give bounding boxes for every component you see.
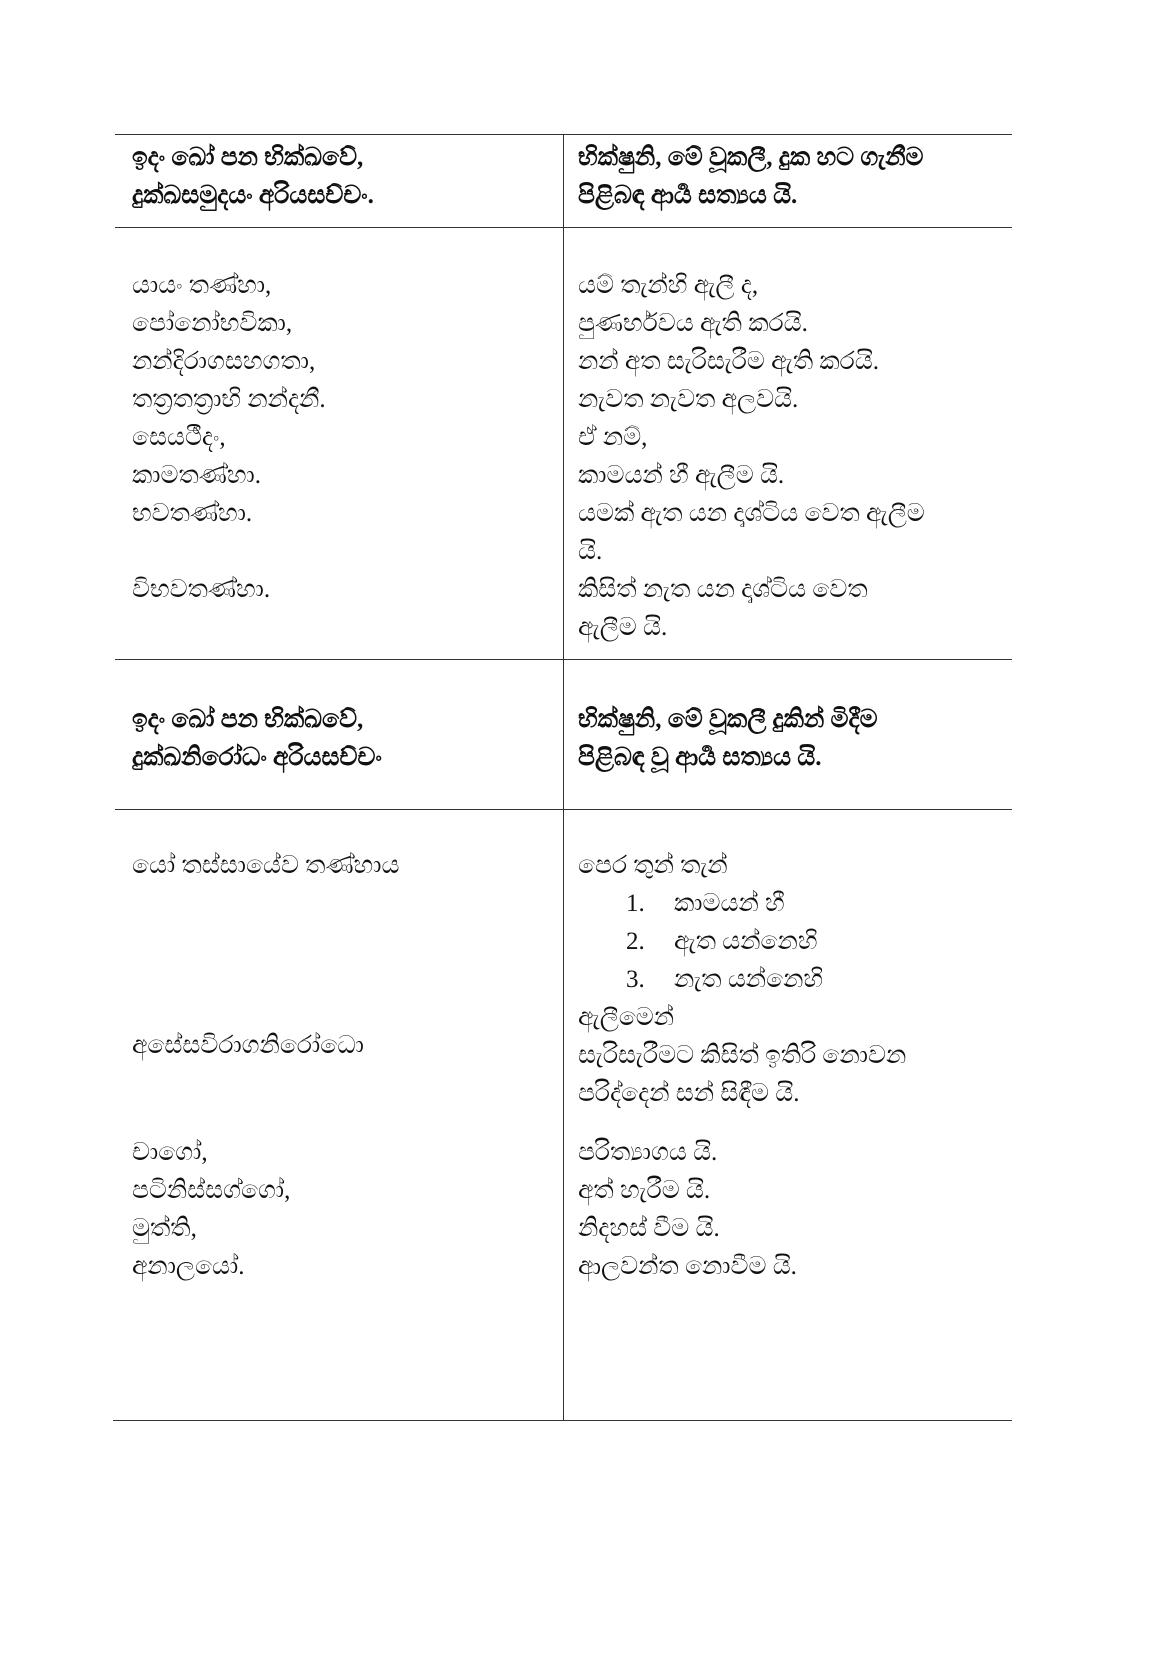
list-item (578, 923, 906, 961)
row4-pali-block-c (132, 1134, 290, 1286)
text-line: භික්ෂුනි, මේ වූකලී දුකින් මිදීම (578, 706, 878, 733)
row4-sinhala-block-c (578, 1134, 797, 1286)
text-line: ඇලීම යි. (578, 614, 668, 641)
text-line: කාමයන් හී ඇලීම යි. (578, 462, 785, 489)
row3-sinhala-heading (578, 701, 878, 777)
text-line: පිළිබඳ වූ ආර්‍ය සත්‍යය යි. (578, 744, 822, 771)
text-line: ඒ නම්, (578, 424, 648, 451)
text-line: නන් අත සැරිසැරීම ඇති කරයි. (578, 348, 880, 375)
text-line: යෝ තස්සායේව තණ්හාය (132, 852, 400, 879)
text-line: දුක්ඛනිරෝධං අරියසච්චං (132, 744, 382, 771)
text-line: විභවතණ්හා. (132, 576, 271, 603)
text-line (132, 533, 326, 571)
row4-sinhala-explanation (578, 847, 906, 1113)
text-line: නැවත නැවත අලවයි. (578, 386, 799, 413)
row2-pali-verse (132, 267, 326, 609)
text-line: කිසිත් නැත යන දෘශ්ටිය වෙත (578, 576, 868, 603)
text-line: අසේසවිරාගනිරෝධො (132, 1032, 364, 1059)
numbered-list (578, 885, 906, 999)
text-line: චාගෝ, (132, 1139, 208, 1166)
text-line: නිදහස් වීම යි. (578, 1215, 720, 1242)
text-line: සැරිසැරීමට කිසිත් ඉතිරි නොවන (578, 1042, 907, 1069)
text-line: පුණර්භවය ඇති කරයි. (578, 310, 808, 337)
row2-sinhala-translation (578, 267, 925, 647)
text-line: භික්ෂුනි, මේ වූකලී, දුක හට ගැනීම (578, 144, 924, 171)
text-line: ඇලීමෙන් (578, 1004, 675, 1031)
text-line: භවතණ්හා. (132, 500, 253, 527)
column-divider (563, 134, 564, 1421)
text-line: පරිත්‍යාගය යි. (578, 1139, 718, 1166)
text-line: ඉදං ඛෝ පන භික්ඛවේ, (132, 144, 364, 171)
text-line: ආලවන්ත නොවීම යි. (578, 1253, 797, 1280)
list-text: නැත යන්නෙහි (674, 966, 824, 993)
list-number: 2. (626, 928, 645, 955)
list-item (578, 885, 906, 923)
text-line: නන්දිරාගසහගතා, (132, 348, 316, 375)
row4-pali-line-a (132, 847, 399, 885)
list-number: 3. (626, 966, 645, 993)
text-line: යමක් ඇත යන දෘශ්ටිය වෙත ඇලීම (578, 500, 925, 527)
list-text: ඇත යන්නෙහි (674, 928, 818, 955)
row4-pali-line-b (132, 1027, 364, 1065)
list-number: 1. (626, 890, 645, 917)
text-line: දුක්ඛසමුදයං අරියසච්චං. (132, 182, 374, 209)
text-line: පිළිබඳ ආර්‍ය සත්‍යය යි. (578, 182, 798, 209)
row3-pali-heading (132, 701, 382, 777)
text-line: මුත්ති, (132, 1215, 197, 1242)
text-line: පටිනිස්සග්ගෝ, (132, 1177, 291, 1204)
text-line: පෝනෝභවිකා, (132, 310, 293, 337)
list-text: කාමයන් හී (674, 890, 785, 917)
list-item (578, 961, 906, 999)
text-line: තත්‍රතත්‍රාභි නන්දනී. (132, 386, 326, 413)
text-line: යි. (578, 538, 603, 565)
text-line: යායං තණ්හා, (132, 272, 272, 299)
text-line: යම් තැන්හි ඇලී ද, (578, 272, 759, 299)
row1-pali-heading (132, 139, 374, 215)
text-line: ඉදං ඛෝ පන භික්ඛවේ, (132, 706, 364, 733)
text-line: කාමතණ්හා. (132, 462, 262, 489)
text-line: අනාලයෝ. (132, 1253, 245, 1280)
row1-sinhala-heading (578, 139, 923, 215)
text-line: සෙයථීදං, (132, 424, 226, 451)
text-line: පෙර තුන් තැන් (578, 852, 728, 879)
text-line: පරිද්දෙන් සන් සිඳීම යි. (578, 1080, 800, 1107)
text-line: අත් හැරීම යි. (578, 1177, 711, 1204)
